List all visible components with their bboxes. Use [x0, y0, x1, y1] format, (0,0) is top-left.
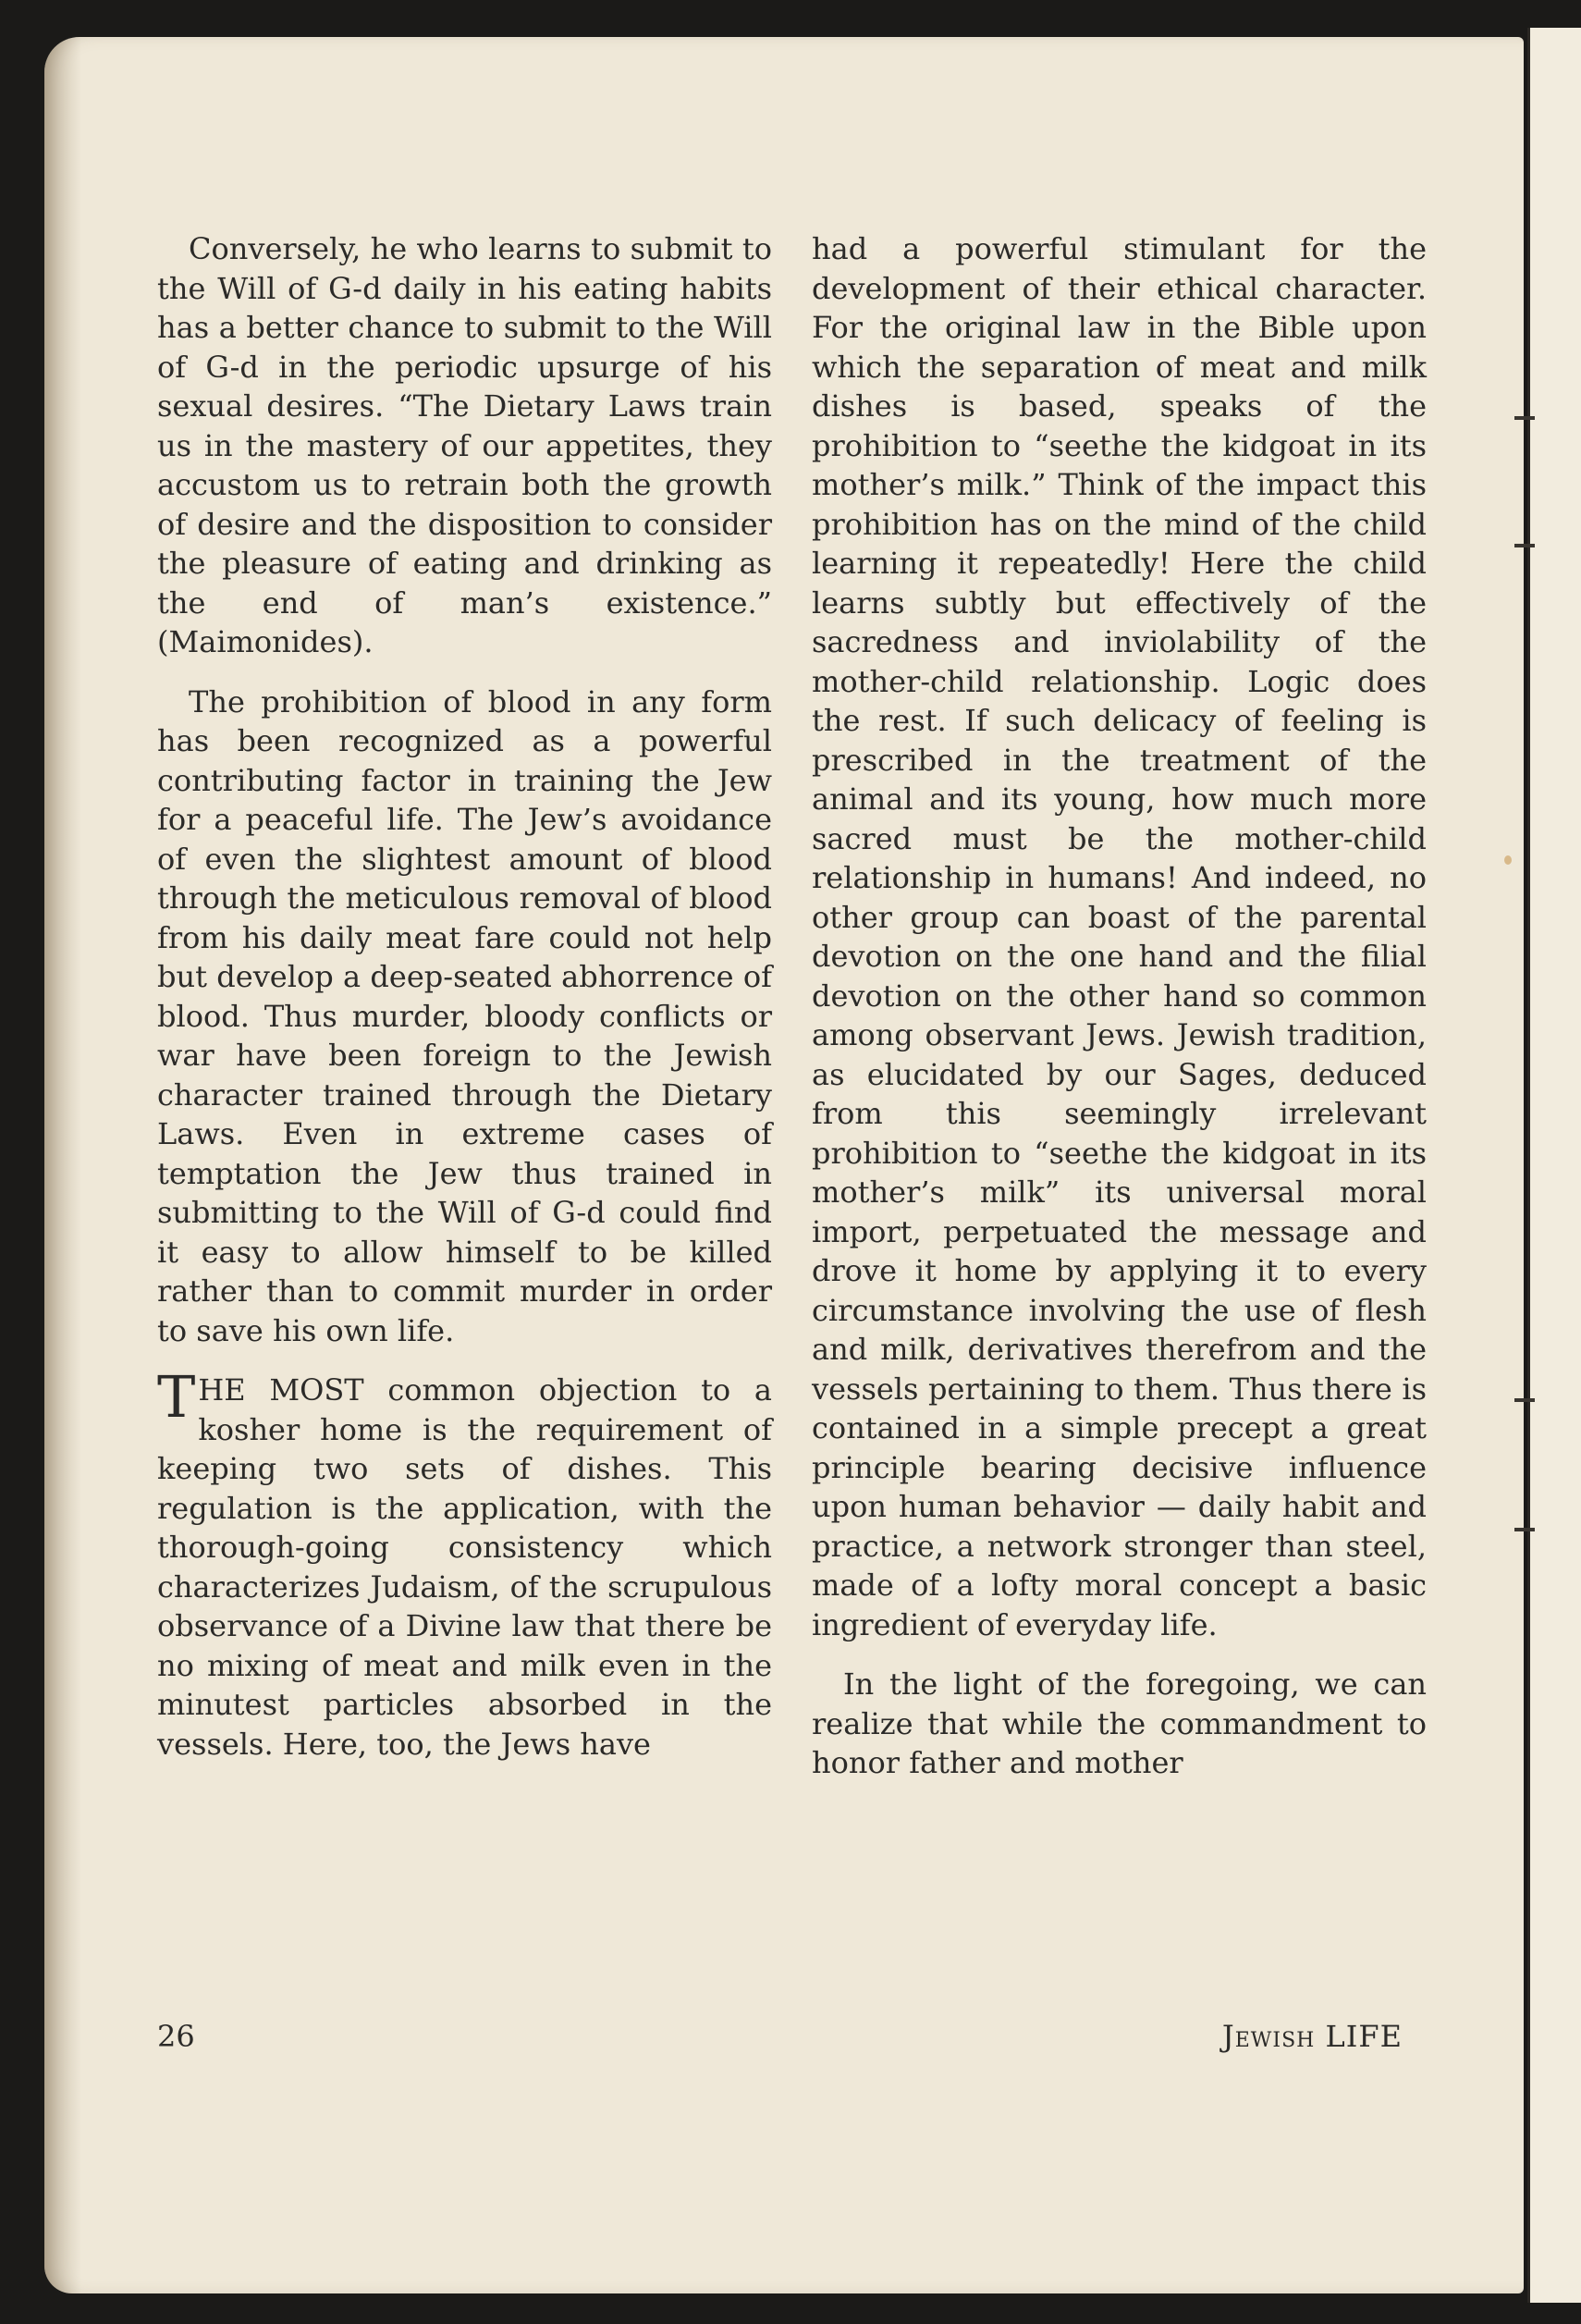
next-page-edge [1527, 28, 1581, 2303]
lead-in-caps: HE MOST [198, 1372, 364, 1408]
section-text: common objection to a kosher home is the requirement of keeping two sets of dishes. This regulation is the application, with the thorough-going consistency which characterizes Judaism, of the scrupulous observance of a Divine law that there be no mixing of meat and milk even in the minutest particles absorbed in the vessels. Here, too, the Jews have [157, 1372, 773, 1762]
paper-stain [1504, 855, 1512, 865]
binding-shadow [44, 37, 81, 2293]
paragraph-continued: had a powerful stimulant for the development of their ethical character. For the original law in the Bible upon which the separation of meat and milk dishes is based, speaks of the prohibition to “seethe the kidgoat in its mother’s milk.” Think of the impact this prohibition has on the mind of the child learning it repeatedly! Here the child learns subtly but effectively of the sacredness and inviolability of the mother-child relationship. Logic does the rest. If such delicacy of feeling is prescribed in the treatment of the animal and its young, how much more sacred must be the mother-child relationship in humans! And indeed, no other group can boast of the parental devotion on the one hand and the filial devotion on the other hand so common among observant Jews. Jewish tradition, as elucidated by our Sages, deduced from this seemingly irrelevant prohibition to “seethe the kidgoat in its mother’s milk” its universal moral import, perpetuated the message and drove it home by applying it to every circumstance involving the use of flesh and milk, derivatives therefrom and the vessels pertaining to them. Thus there is contained in a simple precept a great principle bearing decisive influence upon human behavior — daily habit and practice, a network stronger than steel, made of a lofty moral concept a basic ingredient of everyday life. [812, 231, 1427, 1642]
drop-cap: T [157, 1363, 196, 1431]
margin-tick-mark [1514, 544, 1535, 547]
paragraph: The prohibition of blood in any form has been recognized as a powerful contributing factor in training the Jew for a peaceful life. The Jew’s avoidance of even the slightest amount of blood through the meticulous removal of blood from his daily meat fare could not help but develop a deep-seated abhorrence of blood. Thus murder, bloody conflicts or war have been foreign to the Jewish character trained through the Dietary Laws. Even in extreme cases of temptation the Jew thus trained in submitting to the Will of G-d could find it easy to allow himself to be killed rather than to commit murder in order to save his own life. [157, 683, 772, 1348]
margin-tick-mark [1514, 1398, 1535, 1402]
paragraph: In the light of the foregoing, we can realize that while the commandment to honor father and mother [812, 1666, 1427, 1780]
paragraph: Conversely, he who learns to submit to the Will of G-d daily in his eating habits has a better chance to submit to the Will of G-d in the periodic upsurge of his sexual desires. “The Dietary Laws train us in the mastery of our appetites, they accustom us to retrain both the growth of desire and the disposition to consider the pleasure of eating and drinking as the end of man’s existence.” (Maimonides). [157, 231, 772, 659]
section-paragraph [157, 1363, 773, 1764]
margin-tick-mark [1514, 416, 1535, 420]
page-number: 26 [157, 2019, 195, 2054]
right-text-column [812, 229, 1427, 1783]
running-title: Jewish LIFE [1221, 2019, 1403, 2054]
margin-tick-mark [1514, 1528, 1535, 1531]
left-text-column [157, 229, 772, 1764]
